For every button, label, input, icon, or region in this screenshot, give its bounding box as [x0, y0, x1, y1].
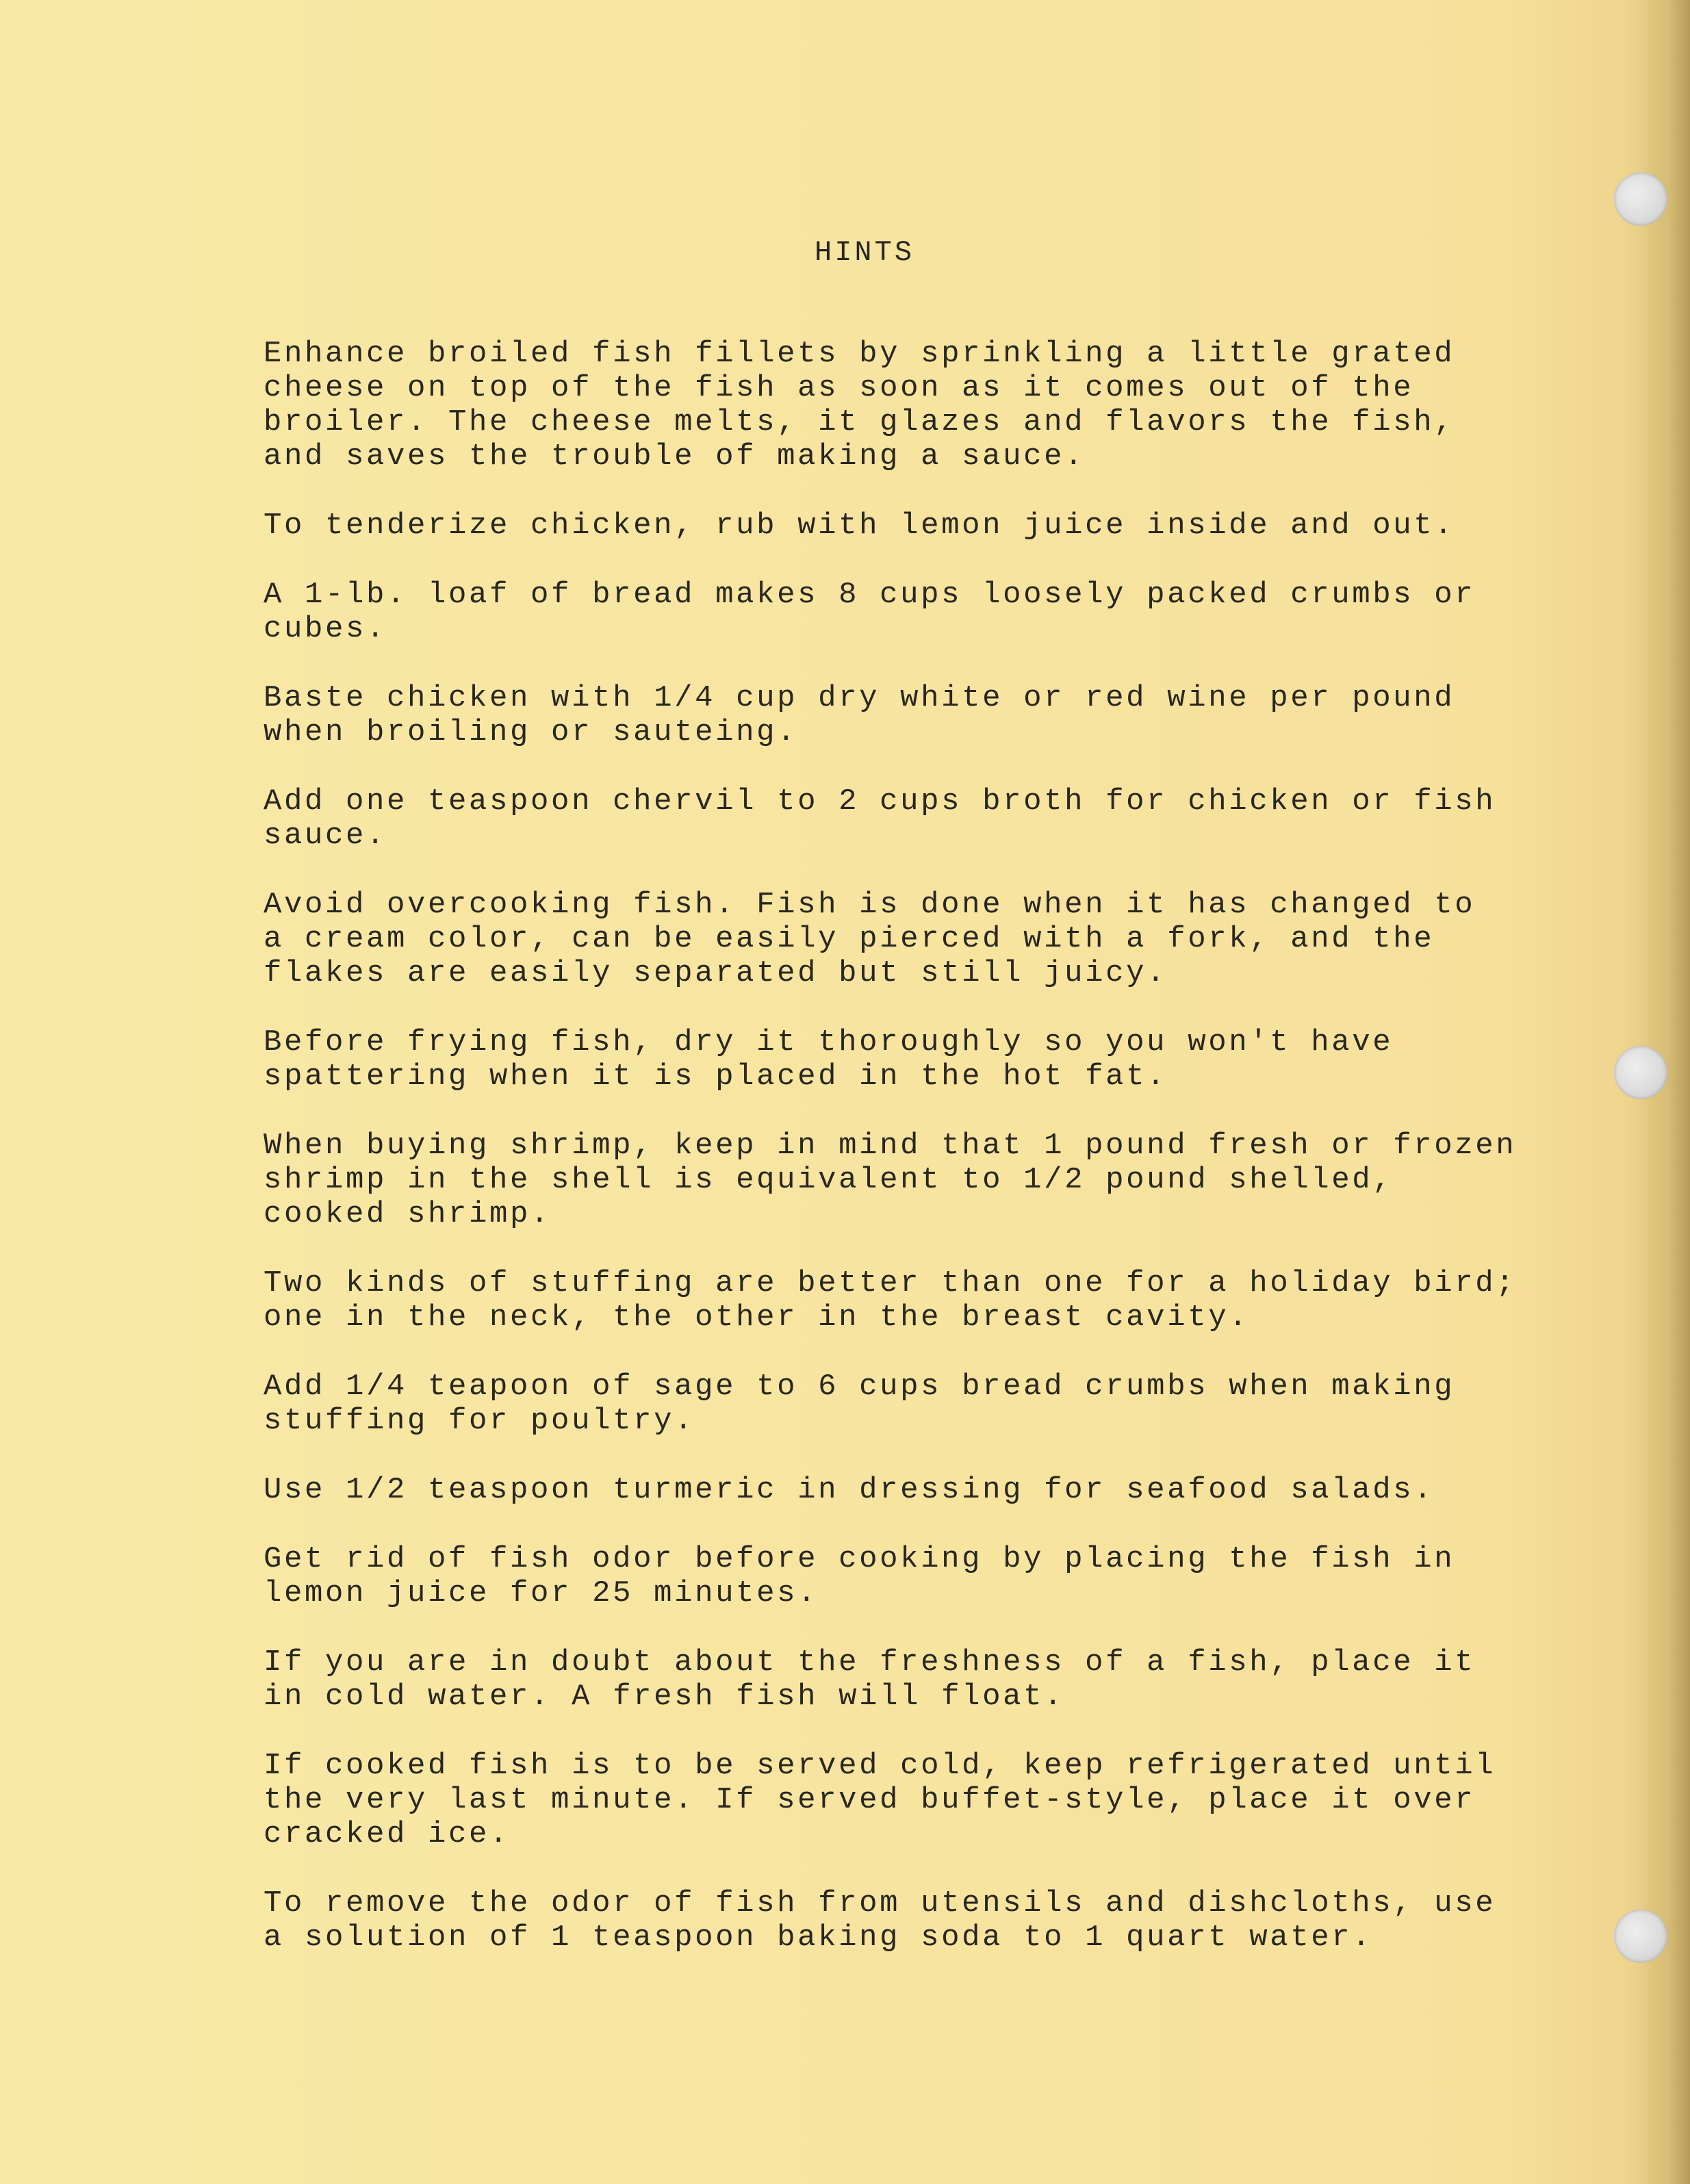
hint-item: To remove the odor of fish from utensils and dishcloths, use a solution of 1 teaspoon baking soda to 1 quart water. [264, 1886, 1496, 1955]
hint-item: Add one teaspoon chervil to 2 cups broth for chicken or fish sauce. [264, 784, 1496, 853]
hint-item: To tenderize chicken, rub with lemon juice inside and out. [264, 509, 1455, 543]
punch-hole [1614, 1910, 1667, 1963]
page-title: HINTS [815, 236, 915, 269]
hint-item: Avoid overcooking fish. Fish is done when it has changed to a cream color, can be easily pierced with a fork, and the flakes are easily separated but still juicy. [264, 888, 1476, 990]
hints-list [264, 337, 1537, 1990]
hint-item: Get rid of fish odor before cooking by placing the fish in lemon juice for 25 minutes. [264, 1542, 1455, 1610]
hint-item: Baste chicken with 1/4 cup dry white or red wine per pound when broiling or sauteing. [264, 681, 1455, 749]
hint-item: Add 1/4 teapoon of sage to 6 cups bread crumbs when making stuffing for poultry. [264, 1370, 1455, 1438]
punch-hole [1614, 1046, 1667, 1099]
hint-item: When buying shrimp, keep in mind that 1 pound fresh or frozen shrimp in the shell is equivalent to 1/2 pound shelled, cooked shrimp. [264, 1129, 1517, 1231]
punch-hole [1614, 172, 1667, 226]
hint-item: If cooked fish is to be served cold, keep refrigerated until the very last minute. If served buffet-style, place it over cracked ice. [264, 1749, 1496, 1851]
hint-item: A 1-lb. loaf of bread makes 8 cups loosely packed crumbs or cubes. [264, 578, 1476, 646]
hint-item: Enhance broiled fish fillets by sprinkling a little grated cheese on top of the fish as soon as it comes out of the broiler. The cheese melts, it glazes and flavors the fish, and saves the trouble of making a sauce. [264, 337, 1455, 474]
hint-item: Use 1/2 teaspoon turmeric in dressing for seafood salads. [264, 1473, 1435, 1507]
hint-item: Before frying fish, dry it thoroughly so you won't have spattering when it is placed in the hot fat. [264, 1025, 1394, 1094]
hint-item: Two kinds of stuffing are better than one for a holiday bird; one in the neck, the other in the breast cavity. [264, 1266, 1517, 1335]
hint-item: If you are in doubt about the freshness of a fish, place it in cold water. A fresh fish will float. [264, 1645, 1476, 1714]
